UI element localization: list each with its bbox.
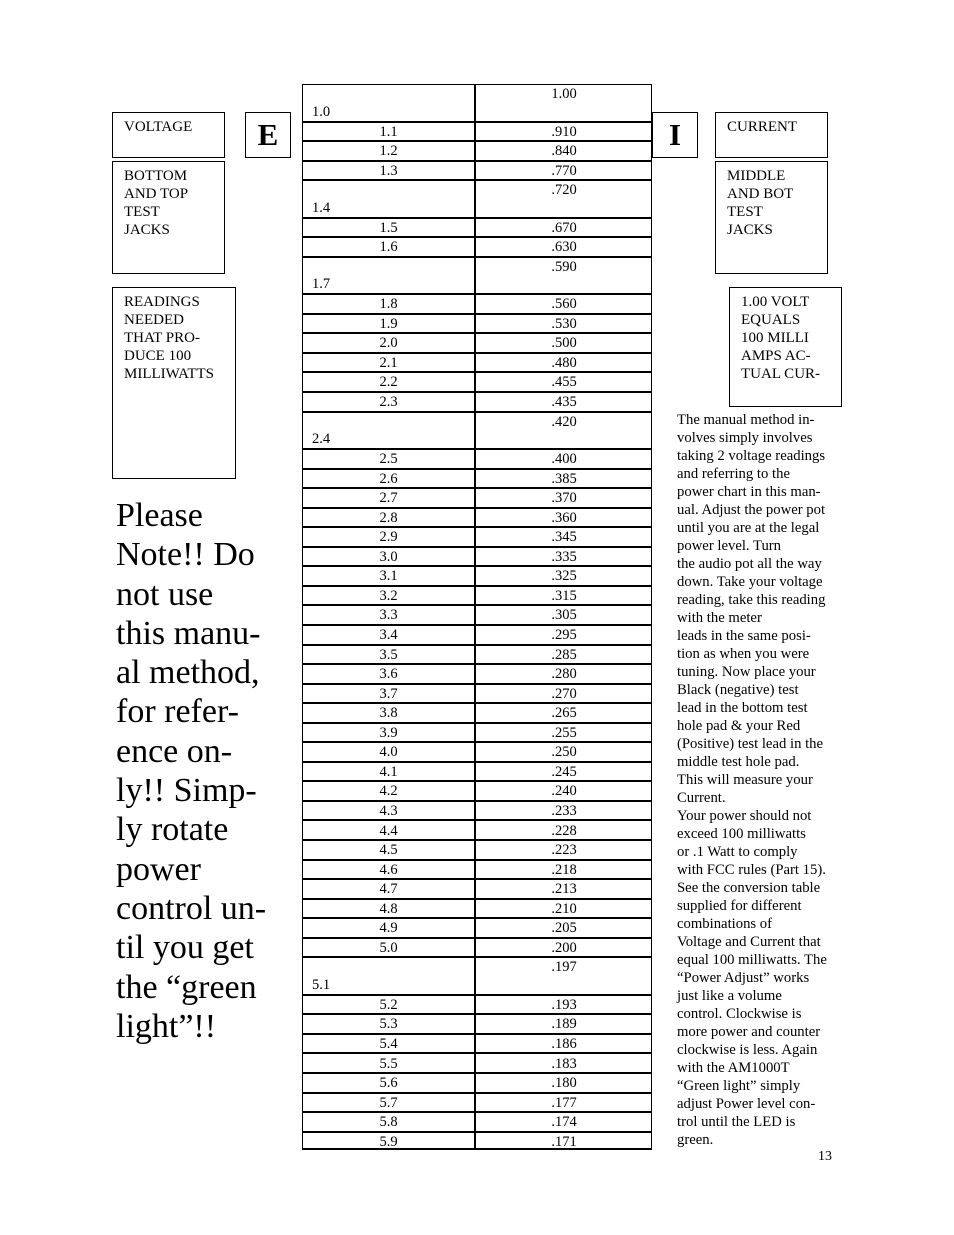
table-row: [303, 958, 651, 996]
current-cell: .630: [551, 239, 577, 256]
table-row: [303, 861, 651, 881]
table-row: [303, 334, 651, 354]
table-row: [303, 1055, 651, 1075]
table-row: [303, 587, 651, 607]
voltage-cell: 2.6: [379, 470, 398, 487]
page-number: 13: [818, 1149, 832, 1164]
current-cell: .250: [551, 744, 577, 761]
table-row: [303, 606, 651, 626]
current-cell: .370: [551, 490, 577, 507]
table-row: [303, 181, 651, 219]
current-cell: .385: [551, 470, 577, 487]
voltage-cell: 4.4: [379, 822, 398, 839]
current-cell: .590: [551, 258, 577, 275]
table-row: [303, 646, 651, 666]
current-cell: .400: [551, 451, 577, 468]
table-row: [303, 567, 651, 587]
table-row: [303, 1015, 651, 1035]
voltage-cell: 3.8: [379, 705, 398, 722]
voltage-cell: 5.2: [379, 996, 398, 1013]
voltage-cell: 5.0: [379, 939, 398, 956]
voltage-cell: 5.5: [379, 1055, 398, 1072]
i-symbol-box: I: [652, 112, 698, 158]
voltage-cell: 3.5: [379, 646, 398, 663]
voltage-cell: 5.8: [379, 1114, 398, 1131]
current-cell: .360: [551, 509, 577, 526]
voltage-cell: 2.4: [312, 431, 331, 448]
voltage-cell: 1.5: [379, 219, 398, 236]
table-row: [303, 354, 651, 374]
voltage-cell: 1.3: [379, 162, 398, 179]
table-row: [303, 413, 651, 451]
current-cell: .335: [551, 548, 577, 565]
current-cell: .670: [551, 219, 577, 236]
table-row: [303, 393, 651, 413]
voltage-cell: 2.0: [379, 335, 398, 352]
voltage-cell: 2.7: [379, 490, 398, 507]
volt-equals-box: 1.00 VOLT EQUALS 100 MILLI AMPS AC- TUAL CUR-: [729, 287, 842, 407]
voltage-cell: 2.1: [379, 354, 398, 371]
current-cell: .197: [551, 959, 577, 976]
table-row: [303, 939, 651, 959]
voltage-cell: 3.7: [379, 685, 398, 702]
manual-method-text: The manual method in- volves simply involves taking 2 voltage readings and referring to the power chart in this man- ual. Adjust the power pot until you are at the legal power level. Turn the audio pot all the way down. Take your voltage reading, take this reading with the meter leads in the same posi- tion as when you were tuning. Now place your Black (negative) test lead in the bottom test hole pad & your Red (Positive) test lead in the middle test hole pad. This will measure your Current. Your power should not exceed 100 milliwatts or .1 Watt to comply with FCC rules (Part 15). See the conversion table supplied for different combinations of Voltage and Current that equal 100 milliwatts. The “Power Adjust” works just like a volume control. Clockwise is more power and counter clockwise is less. Again with the AM1000T “Green light” simply adjust Power level con- trol until the LED is green.: [677, 412, 827, 1148]
current-cell: .223: [551, 842, 577, 859]
current-cell: .200: [551, 939, 577, 956]
voltage-cell: 3.2: [379, 587, 398, 604]
current-cell: .325: [551, 568, 577, 585]
table-row: [303, 142, 651, 162]
current-cell: .180: [551, 1075, 577, 1092]
table-row: [303, 528, 651, 548]
table-row: [303, 1035, 651, 1055]
current-cell: .255: [551, 724, 577, 741]
current-cell: .560: [551, 296, 577, 313]
table-row: [303, 238, 651, 258]
table-row: [303, 802, 651, 822]
voltage-cell: 2.3: [379, 394, 398, 410]
conversion-table: [302, 84, 652, 1150]
voltage-cell: 5.1: [312, 976, 331, 993]
table-row: [303, 841, 651, 861]
current-cell: .720: [551, 182, 577, 199]
e-symbol-box: E: [245, 112, 291, 158]
table-row: [303, 162, 651, 182]
voltage-cell: 4.9: [379, 920, 398, 937]
table-row: [303, 1074, 651, 1094]
voltage-cell: 4.5: [379, 842, 398, 859]
voltage-cell: 2.2: [379, 374, 398, 391]
voltage-cell: 5.6: [379, 1075, 398, 1092]
table-row: [303, 763, 651, 783]
current-cell: .840: [551, 143, 577, 160]
current-cell: .177: [551, 1094, 577, 1111]
voltage-cell: 3.0: [379, 548, 398, 565]
table-row: [303, 123, 651, 143]
voltage-cell: 1.2: [379, 143, 398, 160]
table-row: [303, 509, 651, 529]
current-cell: .218: [551, 861, 577, 878]
current-cell: .770: [551, 162, 577, 179]
voltage-cell: 1.1: [379, 123, 398, 140]
current-cell: .228: [551, 822, 577, 839]
table-row: [303, 782, 651, 802]
table-row: [303, 900, 651, 920]
table-row: [303, 1094, 651, 1114]
current-cell: .295: [551, 627, 577, 643]
table-row: [303, 880, 651, 900]
current-cell: .270: [551, 685, 577, 702]
current-cell: .305: [551, 607, 577, 624]
voltage-cell: 3.3: [379, 607, 398, 624]
current-cell: .285: [551, 646, 577, 663]
table-row: [303, 626, 651, 646]
table-row: [303, 743, 651, 763]
voltage-cell: 1.0: [312, 103, 331, 120]
voltage-cell: 1.8: [379, 296, 398, 313]
voltage-label-box: VOLTAGE: [112, 112, 225, 158]
table-row: [303, 85, 651, 123]
voltage-cell: 5.3: [379, 1016, 398, 1033]
table-row: [303, 919, 651, 939]
voltage-cell: 4.7: [379, 881, 398, 898]
current-cell: .345: [551, 529, 577, 546]
voltage-cell: 1.6: [379, 239, 398, 256]
please-note-warning: Please Note!! Do not use this manu- al method, for refer- ence on- ly!! Simp- ly rotate power control un- til you get the “green light”!!: [116, 497, 267, 1045]
table-row: [303, 219, 651, 239]
current-cell: .910: [551, 123, 577, 140]
table-row: [303, 315, 651, 335]
table-row: [303, 470, 651, 490]
voltage-cell: 3.6: [379, 666, 398, 683]
voltage-cell: 2.5: [379, 451, 398, 468]
voltage-cell: 4.2: [379, 783, 398, 800]
voltage-cell: 1.9: [379, 315, 398, 332]
table-row: [303, 295, 651, 315]
voltage-cell: 1.7: [312, 276, 331, 293]
table-row: [303, 685, 651, 705]
voltage-cell: 1.4: [312, 199, 331, 216]
voltage-cell: 3.9: [379, 724, 398, 741]
current-cell: .280: [551, 666, 577, 683]
table-row: [303, 548, 651, 568]
current-cell: .265: [551, 705, 577, 722]
current-cell: 1.00: [551, 86, 577, 102]
voltage-cell: 3.4: [379, 627, 398, 643]
table-row: [303, 1133, 651, 1153]
current-cell: .245: [551, 763, 577, 780]
voltage-jacks-box: BOTTOM AND TOP TEST JACKS: [112, 161, 225, 274]
table-row: [303, 665, 651, 685]
current-cell: .174: [551, 1114, 577, 1131]
voltage-cell: 5.9: [379, 1133, 398, 1150]
current-cell: .530: [551, 315, 577, 332]
current-cell: .186: [551, 1035, 577, 1052]
voltage-cell: 3.1: [379, 568, 398, 585]
current-cell: .233: [551, 802, 577, 819]
voltage-cell: 4.6: [379, 861, 398, 878]
current-cell: .171: [551, 1133, 577, 1150]
table-row: [303, 704, 651, 724]
voltage-cell: 4.0: [379, 744, 398, 761]
current-cell: .315: [551, 587, 577, 604]
table-row: [303, 996, 651, 1016]
table-row: [303, 724, 651, 744]
voltage-cell: 5.4: [379, 1035, 398, 1052]
voltage-cell: 4.1: [379, 763, 398, 780]
current-cell: .193: [551, 996, 577, 1013]
voltage-cell: 4.3: [379, 802, 398, 819]
current-cell: .210: [551, 900, 577, 917]
current-cell: .500: [551, 335, 577, 352]
table-row: [303, 450, 651, 470]
current-cell: .480: [551, 354, 577, 371]
current-jacks-box: MIDDLE AND BOT TEST JACKS: [715, 161, 828, 274]
readings-needed-box: READINGS NEEDED THAT PRO- DUCE 100 MILLIWATTS: [112, 287, 236, 479]
table-row: [303, 258, 651, 296]
current-cell: .240: [551, 783, 577, 800]
current-cell: .205: [551, 920, 577, 937]
current-label-box: CURRENT: [715, 112, 828, 158]
voltage-cell: 2.8: [379, 509, 398, 526]
table-row: [303, 822, 651, 842]
current-cell: .435: [551, 394, 577, 410]
current-cell: .183: [551, 1055, 577, 1072]
current-cell: .420: [551, 413, 577, 430]
voltage-cell: 4.8: [379, 900, 398, 917]
current-cell: .189: [551, 1016, 577, 1033]
table-row: [303, 489, 651, 509]
voltage-cell: 5.7: [379, 1094, 398, 1111]
table-row: [303, 373, 651, 393]
table-row: [303, 1113, 651, 1133]
voltage-cell: 2.9: [379, 529, 398, 546]
current-cell: .213: [551, 881, 577, 898]
current-cell: .455: [551, 374, 577, 391]
